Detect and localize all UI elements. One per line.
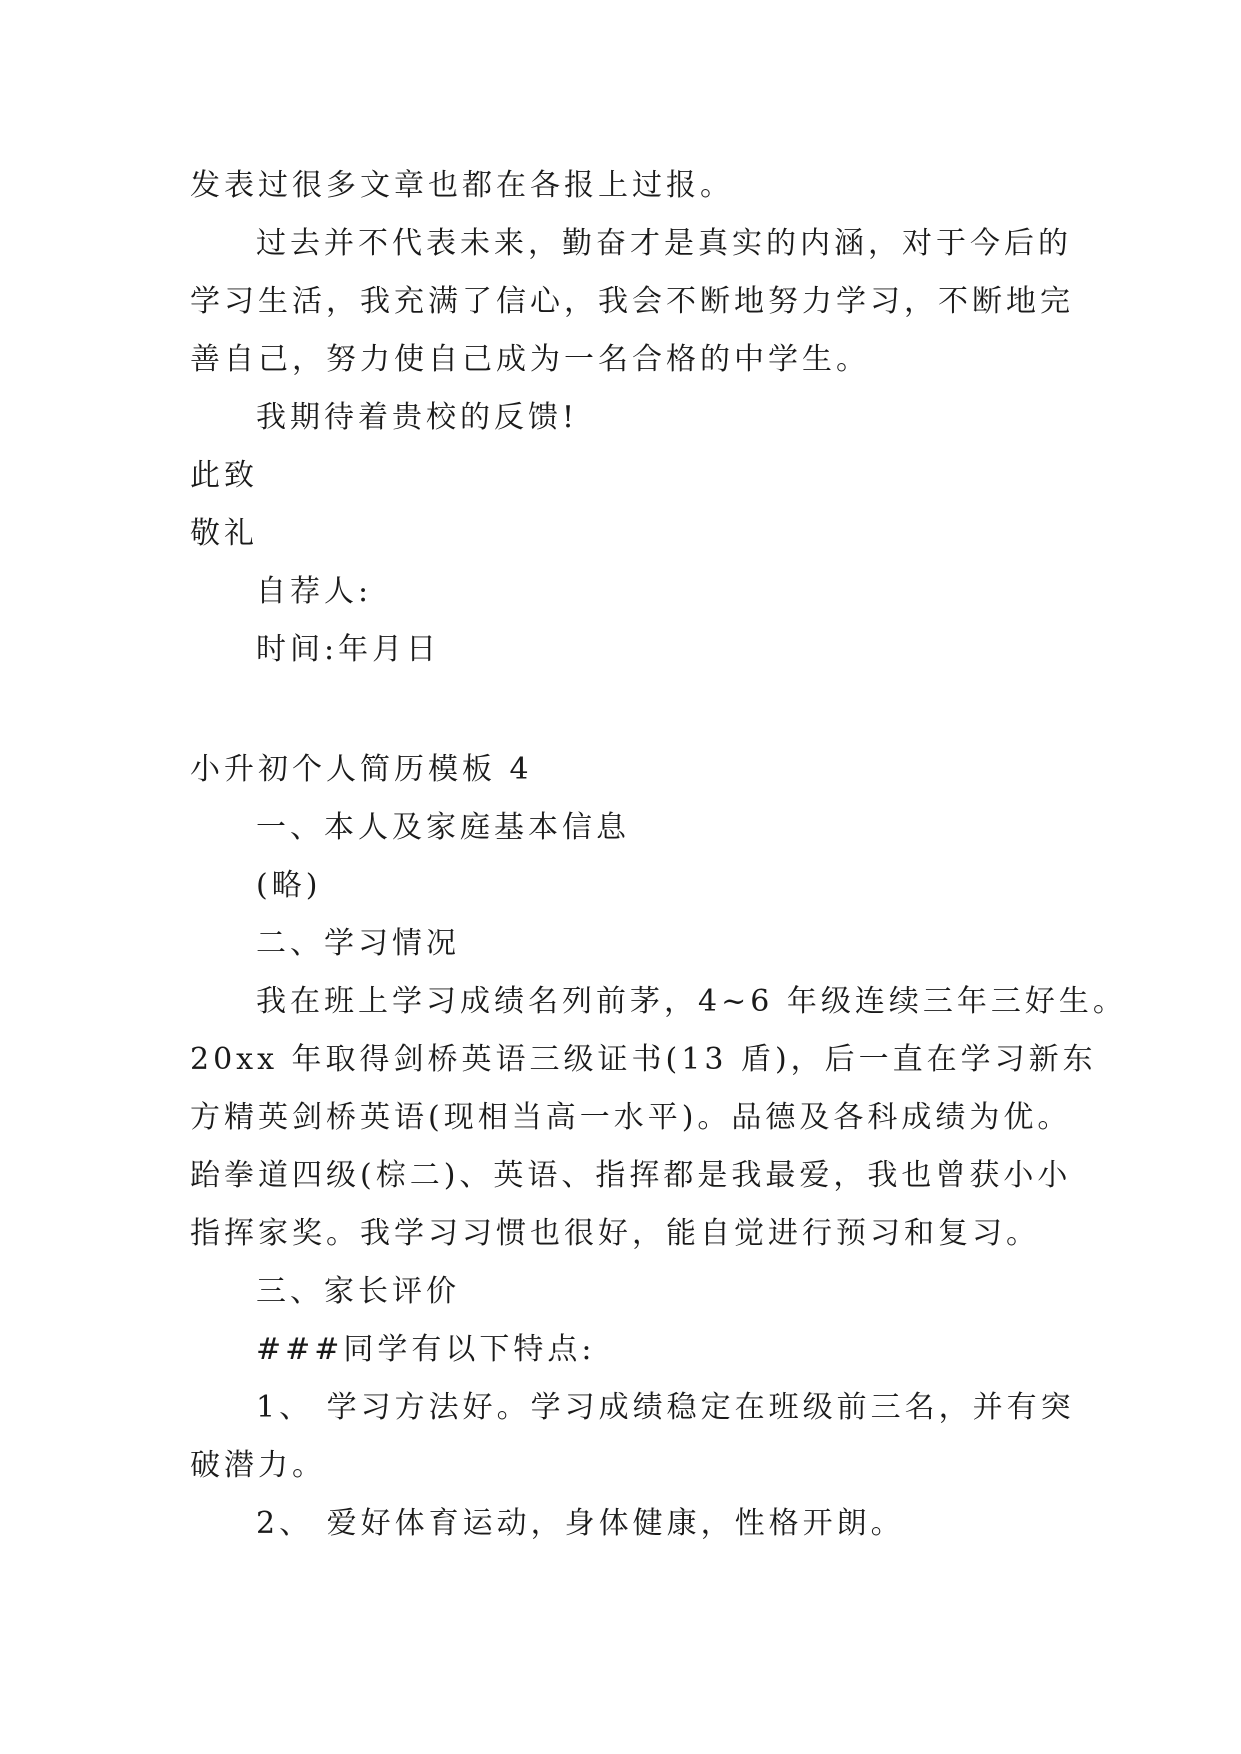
section-heading: 三、家长评价 — [256, 1274, 460, 1309]
paragraph-line: 发表过很多文章也都在各报上过报。 — [190, 168, 734, 203]
paragraph-line: (略) — [256, 868, 322, 903]
paragraph-line: 我期待着贵校的反馈! — [256, 400, 579, 435]
paragraph-line: ###同学有以下特点: — [256, 1332, 596, 1367]
paragraph-line: 方精英剑桥英语(现相当高一水平)。品德及各科成绩为优。 — [190, 1100, 1072, 1135]
section-heading: 一、本人及家庭基本信息 — [256, 810, 630, 845]
paragraph-line: 跆拳道四级(棕二)、英语、指挥都是我最爱，我也曾获小小 — [190, 1158, 1072, 1193]
paragraph-line: 20xx 年取得剑桥英语三级证书(13 盾)，后一直在学习新东 — [190, 1042, 1097, 1077]
paragraph-line: 过去并不代表未来，勤奋才是真实的内涵，对于今后的 — [256, 226, 1072, 261]
section-heading: 二、学习情况 — [256, 926, 460, 961]
paragraph-line: 善自己，努力使自己成为一名合格的中学生。 — [190, 342, 870, 377]
closing-line: 此致 — [190, 458, 258, 493]
list-item-continuation: 破潜力。 — [190, 1448, 326, 1483]
paragraph-line: 学习生活，我充满了信心，我会不断地努力学习，不断地完 — [190, 284, 1074, 319]
section-title: 小升初个人简历模板 4 — [190, 752, 533, 787]
list-item: 1、 学习方法好。学习成绩稳定在班级前三名，并有突 — [256, 1390, 1075, 1425]
paragraph-line: 指挥家奖。我学习习惯也很好，能自觉进行预习和复习。 — [190, 1216, 1040, 1251]
paragraph-line: 我在班上学习成绩名列前茅，4~6 年级连续三年三好生。 — [256, 984, 1127, 1019]
closing-line: 敬礼 — [190, 516, 258, 551]
signature-line: 自荐人: — [256, 574, 373, 609]
list-item: 2、 爱好体育运动，身体健康，性格开朗。 — [256, 1506, 905, 1541]
date-line: 时间:年月日 — [256, 632, 441, 667]
